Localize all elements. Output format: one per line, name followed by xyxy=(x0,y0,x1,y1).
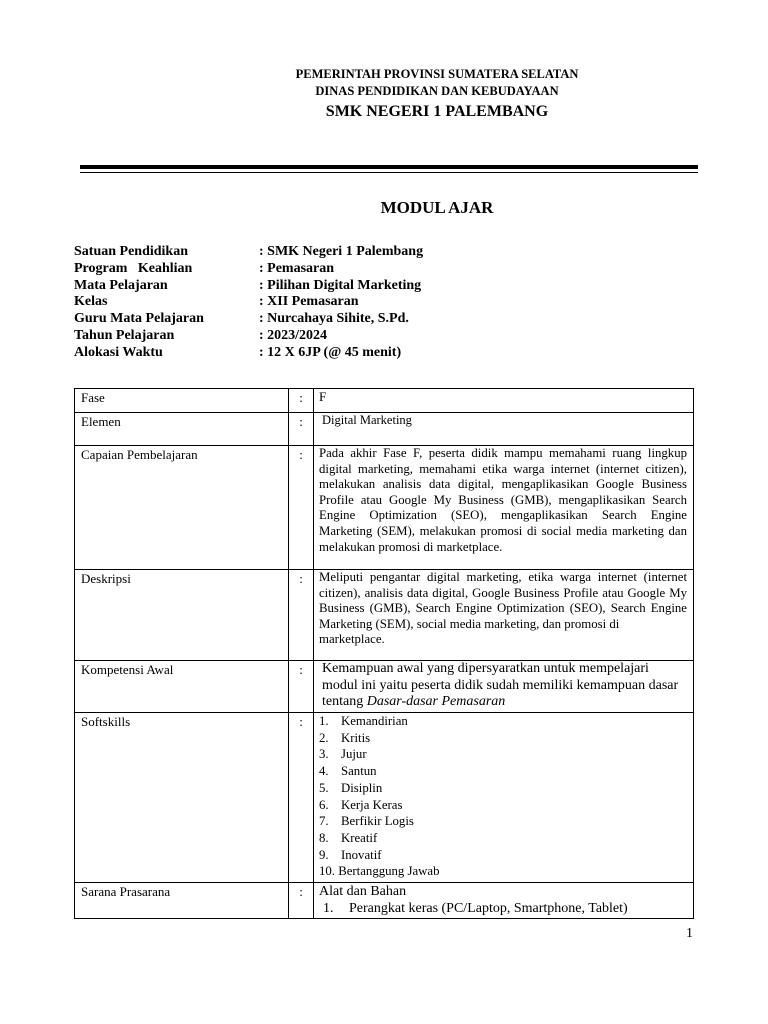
list-item: 3. Jujur xyxy=(319,747,367,762)
document-header xyxy=(0,66,768,123)
row-label: Elemen xyxy=(75,413,289,446)
table-row-kompetensi xyxy=(75,661,694,713)
list-item: 5. Disiplin xyxy=(319,780,383,795)
table-row-elemen xyxy=(75,413,694,446)
header-school: SMK NEGERI 1 PALEMBANG xyxy=(325,103,549,120)
header-government: PEMERINTAH PROVINSI SUMATERA SELATAN xyxy=(295,67,579,81)
list-item: 1. Kemandirian xyxy=(319,714,408,728)
info-key: Tahun Pelajaran xyxy=(74,327,175,343)
info-key: Guru Mata Pelajaran xyxy=(74,311,204,327)
list-item: 9. Inovatif xyxy=(319,847,382,862)
row-separator: : xyxy=(289,389,314,413)
kompetensi-text xyxy=(319,661,687,711)
info-value: : Nurcahaya Sihite, S.Pd. xyxy=(259,311,409,327)
table-row-deskripsi xyxy=(75,570,694,661)
info-row xyxy=(74,328,423,345)
table-row-sarana xyxy=(75,883,694,919)
info-value: : 12 X 6JP (@ 45 menit) xyxy=(259,344,402,360)
info-row xyxy=(74,311,423,328)
list-item: 6. Kerja Keras xyxy=(319,797,403,812)
info-value: : SMK Negeri 1 Palembang xyxy=(259,244,424,259)
row-label: Sarana Prasarana xyxy=(75,883,289,919)
header-department: DINAS PENDIDIKAN DAN KEBUDAYAAN xyxy=(315,84,559,98)
info-value: : Pilihan Digital Marketing xyxy=(259,277,422,293)
info-row xyxy=(74,345,423,362)
table-row-capaian xyxy=(75,446,694,570)
list-item: 2. Kritis xyxy=(319,730,371,745)
list-item: 10. Bertanggung Jawab xyxy=(319,864,440,879)
info-row xyxy=(74,294,423,311)
row-label: Kompetensi Awal xyxy=(75,661,289,713)
softskills-list xyxy=(319,713,687,880)
info-key: Alokasi Waktu xyxy=(74,344,163,360)
module-table xyxy=(74,388,694,919)
row-label: Capaian Pembelajaran xyxy=(75,446,289,570)
info-block xyxy=(74,244,423,362)
row-label: Deskripsi xyxy=(75,570,289,661)
info-key: Kelas xyxy=(74,294,108,310)
list-item: 8. Kreatif xyxy=(319,830,378,845)
row-separator: : xyxy=(289,446,314,570)
info-value: : Pemasaran xyxy=(259,260,335,276)
row-label: Softskills xyxy=(75,713,289,883)
table-row-fase xyxy=(75,389,694,413)
table-row-softskills xyxy=(75,713,694,883)
row-separator: : xyxy=(289,570,314,661)
info-value: : XII Pemasaran xyxy=(259,294,359,310)
row-separator: : xyxy=(289,713,314,883)
info-key: Mata Pelajaran xyxy=(74,277,168,293)
document-title: MODUL AJAR xyxy=(380,198,494,217)
sarana-item: 1. Perangkat keras (PC/Laptop, Smartphone, Tablet) xyxy=(323,901,628,916)
row-separator: : xyxy=(289,413,314,446)
list-item: 7. Berfikir Logis xyxy=(319,814,414,829)
page-number: 1 xyxy=(686,926,693,941)
kompetensi-text-main: Kemampuan awal yang dipersyaratkan untuk mempelajari modul ini yaitu peserta didik sudah memiliki kemampuan dasar tentang xyxy=(322,661,679,709)
row-separator: : xyxy=(289,883,314,919)
info-key: Satuan Pendidikan xyxy=(74,244,188,259)
info-row xyxy=(74,278,423,295)
deskripsi-text-end: marketplace. xyxy=(319,632,385,647)
row-separator: : xyxy=(289,661,314,713)
header-rule-thin xyxy=(80,172,698,173)
capaian-text: Pada akhir Fase F, peserta didik mampu memahami ruang lingkup digital marketing, memahami etika warga internet (internet citizen), melakukan analisis data digital, mengaplikasikan Google Business Profile atau Google My Business (GMB), mengaplikasikan Search Engine Optimization (SEO), mengaplikasikan Search Engine Marketing (SEM), melakukan promosi di social media marketing dan melakukan promosi di marketplace. xyxy=(319,446,687,554)
row-value: Digital Marketing xyxy=(314,413,694,446)
deskripsi-text: Meliputi pengantar digital marketing, etika warga internet (internet citizen), analisis data digital, Google Business Profile atau Google My Business (GMB), Search Engine Optimization (SEO), Search Engine Marketing (SEM), social media marketing, dan promosi di xyxy=(319,570,687,631)
list-item: 4. Santun xyxy=(319,764,377,779)
row-value: F xyxy=(314,389,694,413)
info-value: : 2023/2024 xyxy=(259,327,328,343)
header-rule-thick xyxy=(80,165,698,169)
kompetensi-text-italic: Dasar-dasar Pemasaran xyxy=(366,694,506,709)
info-row xyxy=(74,244,423,261)
row-label: Fase xyxy=(75,389,289,413)
info-row xyxy=(74,261,423,278)
info-key: Program Keahlian xyxy=(74,260,193,276)
sarana-heading: Alat dan Bahan xyxy=(319,884,407,899)
